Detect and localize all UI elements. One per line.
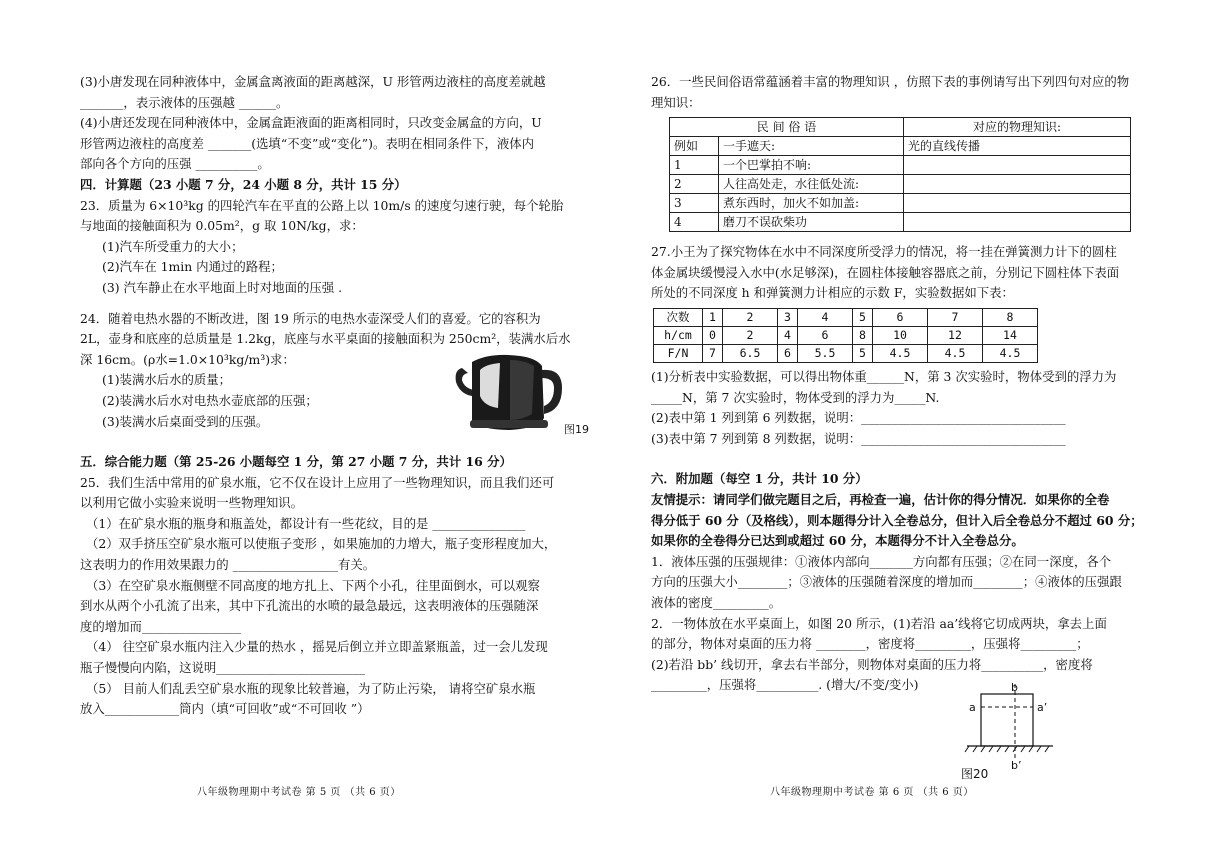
- question-1: 1．液体压强的压强规律：①液体内部向_______方向都有压强；②在同一深度，各个: [651, 553, 1112, 569]
- sub-question: （2）双手挤压空矿泉水瓶可以使瓶子变形 ，如果施加的力增大，瓶子变形程度加大，: [86, 536, 557, 552]
- label-a-prime: a’: [1037, 701, 1048, 714]
- buoyancy-data-table: [653, 308, 1038, 363]
- page-footer-6: 八年级物理期中考试卷 第 6 页 （共 6 页）: [770, 787, 974, 798]
- text-line: 部向各个方向的压强 __________。: [80, 156, 270, 172]
- table-cell: 3: [670, 194, 719, 213]
- sub-question: (3)装满水后桌面受到的压强。: [102, 413, 269, 429]
- table-row: [654, 326, 1038, 344]
- text-line: _______，表示液体的压强越 ______。: [80, 94, 289, 110]
- tip-text: 得分低于 60 分（及格线），则本题得分计入全卷总分，但计入后全卷总分不超过 60 分；: [651, 512, 1143, 528]
- sub-question: (2)汽车在 1min 内通过的路程；: [102, 259, 283, 275]
- table-cell: 4.5: [982, 344, 1037, 362]
- table-cell: 2: [670, 175, 719, 194]
- text-line: 与地面的接触面积为 0.05m²，g 取 10N/kg，求：: [80, 218, 364, 234]
- table-cell: 4.5: [928, 344, 983, 362]
- sub-question: (2)表中第 1 列到第 6 列数据，说明：_________________________________: [651, 410, 1066, 426]
- table-row: [670, 156, 1131, 175]
- proverb-table: [669, 117, 1131, 232]
- question-23: 23．质量为 6×10³kg 的四轮汽车在平直的公路上以 10m/s 的速度匀速行驶，每个轮胎: [80, 197, 564, 213]
- table-cell: 次数: [654, 308, 703, 326]
- text-line: 的部分，物体对桌面的压力将 ________，密度将_________，压强将_________；: [651, 636, 1089, 652]
- table-cell: 6: [798, 326, 853, 344]
- sub-question: (3) 汽车静止在水平地面上时对地面的压强 .: [102, 279, 343, 295]
- sub-question: (2)装满水后水对电热水壶底部的压强；: [102, 392, 318, 408]
- text-line: 方向的压强大小________；③液体的压强随着深度的增加而________；④液体的压强跟: [651, 574, 1122, 590]
- table-cell: 6: [873, 308, 928, 326]
- sub-question: (1)装满水后水的质量；: [102, 372, 232, 388]
- sub-question: （1）在矿泉水瓶的瓶身和瓶盖处，都设计有一些花纹，目的是 _______________: [86, 515, 526, 531]
- text-line: 这表明力的作用效果跟力的 _________________有关。: [80, 557, 376, 573]
- table-row: [670, 213, 1131, 232]
- table-cell: 5.5: [798, 344, 853, 362]
- text-line: (4)小唐还发现在同种液体中，金属盒距液面的距离相同时，只改变金属盒的方向，U: [80, 115, 542, 131]
- text-line: 度的增加而________________: [80, 618, 242, 634]
- tip-text: 如果你的全卷得分已达到或超过 60 分，本题得分不计入全卷总分。: [651, 533, 1024, 549]
- label-b: b: [1011, 681, 1018, 694]
- table-cell: 4.5: [873, 344, 928, 362]
- table-cell: 4: [670, 213, 719, 232]
- question-24: 24．随着电热水器的不断改进，图 19 所示的电热水壶深受人们的喜爱。它的容积为: [80, 310, 541, 326]
- text-line: 深 16cm。(ρ水=1.0×10³kg/m³)求：: [80, 351, 295, 367]
- table-cell: 7: [928, 308, 983, 326]
- text-line: 到水从两个小孔流了出来，其中下孔流出的水喷的最急最远，这表明液体的压强随深: [80, 598, 539, 614]
- table-cell: 人往高处走，水往低处流:: [719, 175, 904, 194]
- table-cell: 4: [798, 308, 853, 326]
- table-header: 对应的物理知识:: [904, 118, 1131, 137]
- sub-question: （5） 目前人们乱丢空矿泉水瓶的现象比较普遍，为了防止污染， 请将空矿泉水瓶: [86, 680, 536, 696]
- text-line: 理知识：: [651, 94, 701, 110]
- text-line: (3)小唐发现在同种液体中，金属盒离液面的距离越深，U 形管两边液柱的高度差就越: [80, 74, 546, 89]
- left-column: [80, 72, 600, 720]
- table-row: [670, 194, 1131, 213]
- text-line: (2)若沿 bb’ 线切开，拿去右半部分，则物体对桌面的压力将__________，密度将: [651, 656, 1093, 672]
- question-27: 27.小王为了探究物体在水中不同深度所受浮力的情况，将一挂在弹簧测力计下的圆柱: [651, 244, 1117, 260]
- sub-question: (1)分析表中实验数据，可以得出物体重______N，第 3 次实验时，物体受到的浮力为: [651, 368, 1117, 384]
- table-cell: 一个巴掌拍不响:: [719, 156, 904, 175]
- text-line: 以利用它做小实验来说明一些物理知识。: [80, 495, 304, 511]
- table-cell: 光的直线传播: [904, 137, 1131, 156]
- table-cell: 6.5: [723, 344, 778, 362]
- section-title-5: 五．综合能力题（第 25-26 小题每空 1 分，第 27 小题 7 分，共计 16 分）: [80, 454, 512, 470]
- table-cell: [904, 213, 1131, 232]
- table-cell: 5: [853, 308, 873, 326]
- table-cell: 0: [703, 326, 723, 344]
- sub-question: (1)汽车所受重力的大小；: [102, 238, 244, 254]
- table-cell: 10: [873, 326, 928, 344]
- label-b-prime: b’: [1011, 759, 1022, 772]
- table-cell: 7: [703, 344, 723, 362]
- text-line: 2L，壶身和底座的总质量是 1.2kg，底座与水平桌面的接触面积为 250cm²，装满水后水: [80, 331, 571, 347]
- table-cell: 1: [703, 308, 723, 326]
- text-line: 液体的密度_________。: [651, 594, 782, 610]
- table-cell: 煮东西时，加火不如加盖:: [719, 194, 904, 213]
- text-line: _____N，第 7 次实验时，物体受到的浮力为_____N.: [651, 389, 940, 405]
- table-cell: 2: [723, 326, 778, 344]
- tip-text: 友情提示：请同学们做完题目之后，再检查一遍，估计你的得分情况．如果你的全卷: [651, 491, 1110, 507]
- table-row: [670, 175, 1131, 194]
- table-cell: [904, 194, 1131, 213]
- figure-20: [961, 678, 1071, 784]
- sub-question: (3)表中第 7 列到第 8 列数据，说明：_________________________________: [651, 430, 1066, 446]
- table-cell: 5: [853, 344, 873, 362]
- table-cell: 12: [928, 326, 983, 344]
- text-line: 瓶子慢慢向内陷，这说明________________________: [80, 660, 365, 676]
- table-cell: [904, 175, 1131, 194]
- sub-question: （4） 往空矿泉水瓶内注入少量的热水 ，摇晃后倒立并立即盖紧瓶盖，过一会儿发现: [86, 639, 548, 655]
- sub-question: （3）在空矿泉水瓶侧壁不同高度的地方扎上、下两个小孔，往里面倒水，可以观察: [86, 577, 540, 593]
- table-cell: 6: [778, 344, 798, 362]
- table-row: [670, 137, 1131, 156]
- table-cell: F/N: [654, 344, 703, 362]
- text-line: 放入____________筒内（填“可回收”或“不可回收 ”）: [80, 701, 370, 717]
- question-26: 26．一些民间俗语常蕴涵着丰富的物理知识 ，仿照下表的事例请写出下列四句对应的物: [651, 74, 1130, 89]
- table-cell: 磨刀不误砍柴功: [719, 213, 904, 232]
- page-footer-5: 八年级物理期中考试卷 第 5 页 （共 6 页）: [197, 787, 401, 798]
- right-column: [651, 72, 1151, 781]
- figure-19: [450, 348, 590, 438]
- table-header: 民 间 俗 语: [670, 118, 904, 137]
- table-cell: 例如: [670, 137, 719, 156]
- figure-20-label: 图20: [961, 767, 989, 781]
- table-cell: 一手遮天:: [719, 137, 904, 156]
- table-cell: 8: [982, 308, 1037, 326]
- label-a: a: [969, 701, 976, 714]
- table-cell: h/cm: [654, 326, 703, 344]
- text-line: 所处的不同深度 h 和弹簧测力计相应的示数 F，实验数据如下表：: [651, 285, 1014, 301]
- table-cell: 3: [778, 308, 798, 326]
- table-cell: 2: [723, 308, 778, 326]
- table-cell: [904, 156, 1131, 175]
- table-row: [654, 344, 1038, 362]
- question-25: 25．我们生活中常用的矿泉水瓶，它不仅在设计上应用了一些物理知识，而且我们还可: [80, 474, 555, 490]
- table-cell: 4: [778, 326, 798, 344]
- table-cell: 1: [670, 156, 719, 175]
- table-row: [654, 308, 1038, 326]
- text-line: _________，压强将__________. (增大/不变/变小): [651, 677, 919, 693]
- table-cell: 8: [853, 326, 873, 344]
- text-line: 体金属块缓慢浸入水中(水足够深)，在圆柱体接触容器底之前，分别记下圆柱体下表面: [651, 264, 1120, 280]
- figure-19-label: 图19: [564, 423, 589, 436]
- text-line: 形管两边液柱的高度差 _______(选填“不变”或“变化”)。表明在相同条件下，液体内: [80, 135, 535, 151]
- question-2: 2．一物体放在水平桌面上，如图 20 所示，(1)若沿 aa’线将它切成两块，拿去上面: [651, 615, 1107, 631]
- table-header-row: [670, 118, 1131, 137]
- section-title-6: 六．附加题（每空 1 分，共计 10 分）: [651, 471, 868, 487]
- section-title-4: 四．计算题（23 小题 7 分，24 小题 8 分，共计 15 分）: [80, 176, 407, 192]
- table-cell: 14: [982, 326, 1037, 344]
